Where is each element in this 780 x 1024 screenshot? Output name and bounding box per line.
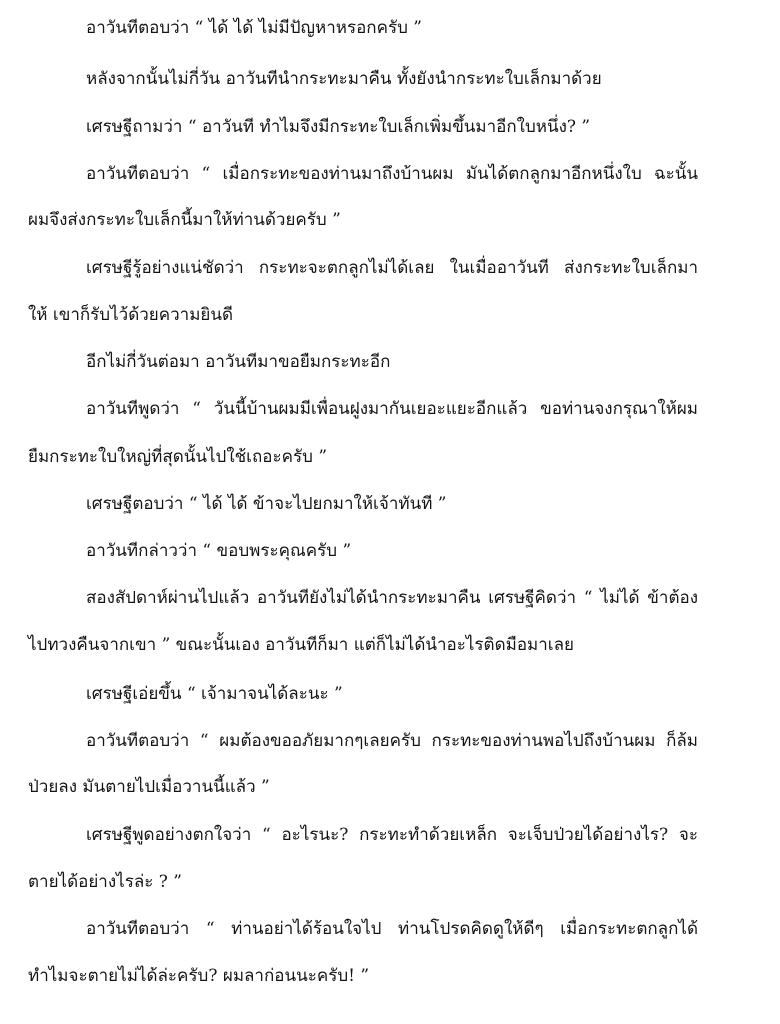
text-line: อาวันทีตอบว่า “ ได้ ได้ ไม่มีปัญหาหรอกครับ ” [86, 18, 422, 38]
text-line: เศรษฐีพูดอย่างตกใจว่า “ อะไรนะ? กระทะทำด้วยเหล็ก จะเจ็บป่วยได้อย่างไร? จะ [86, 825, 698, 845]
text-line: เศรษฐีตอบว่า “ ได้ ได้ ข้าจะไปยกมาให้เจ้าทันที ” [86, 494, 447, 514]
text-line: เศรษฐีเอ่ยขึ้น “ เจ้ามาจนได้ละนะ ” [86, 684, 343, 704]
text-line: ทำไมจะตายไม่ได้ล่ะครับ? ผมลาก่อนนะครับ! ” [28, 966, 370, 986]
text-line: สองสัปดาห์ผ่านไปแล้ว อาวันทียังไม่ได้นำกระทะมาคืน เศรษฐีคิดว่า “ ไม่ได้ ข้าต้อง [86, 588, 698, 608]
text-line: เศรษฐีถามว่า “ อาวันที ทำไมจึงมีกระทะใบเล็กเพิ่มขึ้นมาอีกใบหนึ่ง? ” [86, 117, 591, 137]
text-line: อาวันทีพูดว่า “ วันนี้บ้านผมมีเพื่อนฝูงมากันเยอะแยะอีกแล้ว ขอท่านจงกรุณาให้ผม [86, 399, 698, 419]
text-line: อาวันทีตอบว่า “ เมื่อกระทะของท่านมาถึงบ้านผม มันได้ตกลูกมาอีกหนึ่งใบ ฉะนั้น [86, 164, 698, 184]
text-line: อาวันทีกล่าวว่า “ ขอบพระคุณครับ ” [86, 541, 352, 561]
text-line: เศรษฐีรู้อย่างแน่ชัดว่า กระทะจะตกลูกไม่ได้เลย ในเมื่ออาวันที ส่งกระทะใบเล็กมา [86, 258, 698, 278]
text-line: ให้ เขาก็รับไว้ด้วยความยินดี [28, 305, 234, 325]
text-line: อาวันทีตอบว่า “ ท่านอย่าได้ร้อนใจไป ท่านโปรดคิดดูให้ดีๆ เมื่อกระทะตกลูกได้ [86, 919, 698, 939]
text-line: ผมจึงส่งกระทะใบเล็กนี้มาให้ท่านด้วยครับ ” [28, 210, 341, 230]
text-line: ตายได้อย่างไรล่ะ ? ” [28, 872, 182, 892]
text-line: อีกไม่กี่วันต่อมา อาวันทีมาขอยืมกระทะอีก [86, 352, 391, 372]
text-line: ยืมกระทะใบใหญ่ที่สุดนั้นไปใช้เถอะครับ ” [28, 447, 328, 467]
text-line: หลังจากนั้นไม่กี่วัน อาวันทีนำกระทะมาคืน ทั้งยังนำกระทะใบเล็กมาด้วย [86, 69, 602, 89]
text-line: ป่วยลง มันตายไปเมื่อวานนี้แล้ว ” [28, 777, 270, 797]
text-line: ไปทวงคืนจากเขา ” ขณะนั้นเอง อาวันทีก็มา แต่ก็ไม่ได้นำอะไรติดมือมาเลย [28, 635, 574, 655]
text-line: อาวันทีตอบว่า “ ผมต้องขออภัยมากๆเลยครับ กระทะของท่านพอไปถึงบ้านผม ก็ล้ม [86, 731, 698, 751]
